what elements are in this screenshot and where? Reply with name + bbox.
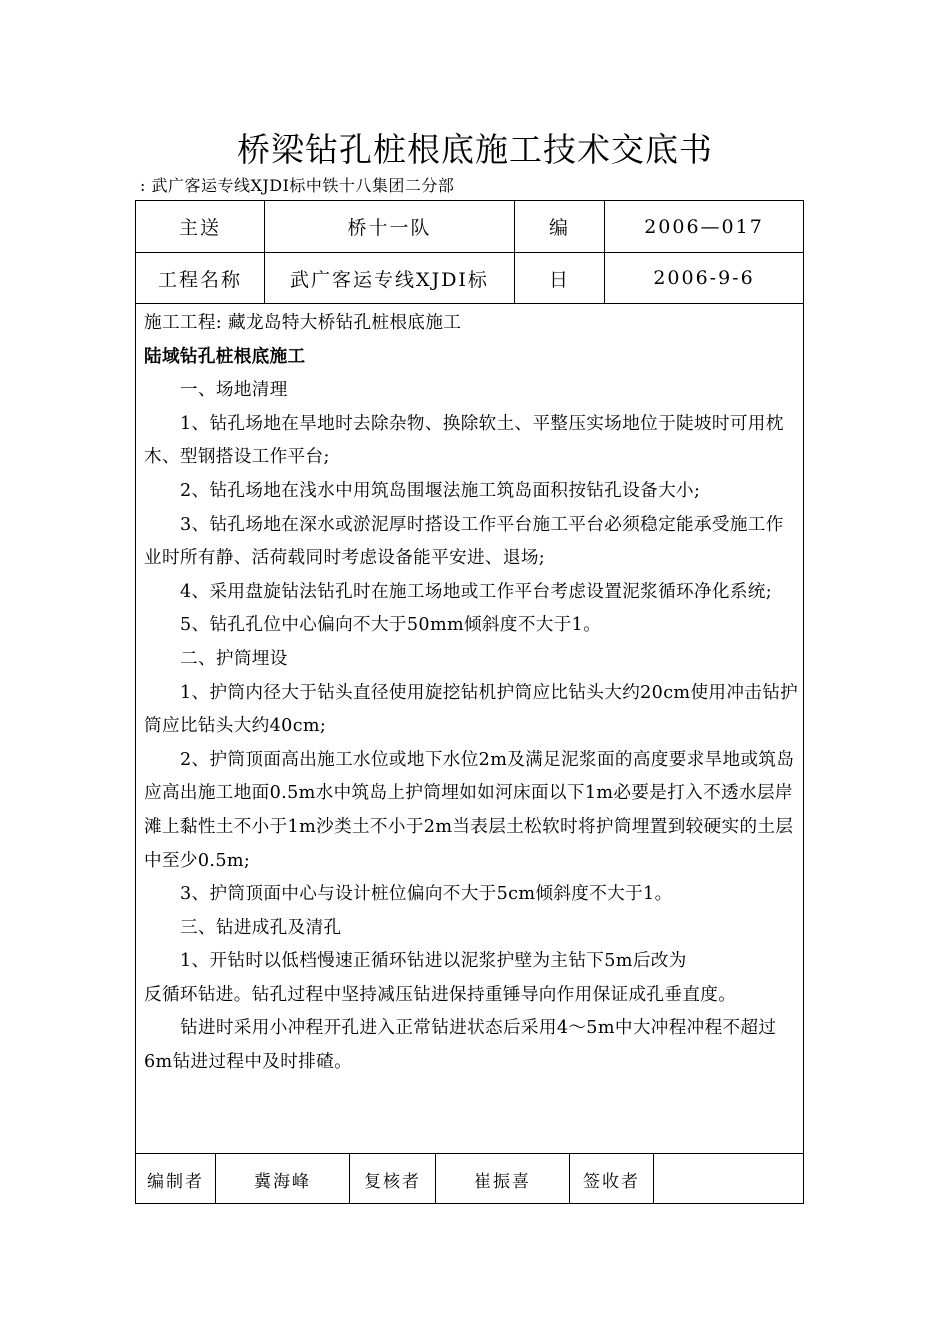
- compiler-name: 冀海峰: [216, 1154, 350, 1204]
- paragraph: 5、钻孔孔位中心偏向不大于50mm倾斜度不大于1。: [180, 615, 602, 636]
- project-line: 施工工程: 藏龙岛特大桥钻孔桩根底施工: [144, 313, 462, 333]
- paragraph: 反循环钻进。钻孔过程中坚持减压钻进保持重锤导向作用保证成孔垂直度。: [144, 984, 737, 1005]
- header-row-2: [136, 253, 803, 304]
- send-to-value: 桥十一队: [265, 201, 515, 252]
- reviewer-name: 崔振喜: [436, 1154, 570, 1204]
- paragraph: 1、开钻时以低档慢速正循环钻进以泥浆护壁为主钻下5m后改为: [180, 951, 687, 972]
- document-title: 桥梁钻孔桩根底施工技术交底书: [237, 130, 713, 169]
- paragraph: 一、场地清理: [180, 380, 288, 401]
- section-heading: 陆域钻孔桩根底施工: [144, 346, 306, 367]
- paragraph: 3、护筒顶面中心与设计桩位偏向不大于5cm倾斜度不大于1。: [180, 884, 673, 905]
- paragraph: 2、护筒顶面高出施工水位或地下水位2m及满足泥浆面的高度要求旱地或筑岛应高出施工地面0.5m水中筑岛上护筒埋如如河床面以下1m必要是打入不透水层岸滩上黏性土不小于1m沙类土不小于2m当表层土松软时将护筒埋置到较硬实的土层中至少0.5m;: [144, 749, 795, 871]
- paragraph: 2、钻孔场地在浅水中用筑岛围堰法施工筑岛面积按钻孔设备大小;: [180, 480, 701, 501]
- number-label: 编: [515, 201, 605, 252]
- number-value: 2006—017: [644, 215, 764, 238]
- paragraph: 三、钻进成孔及清孔: [180, 917, 342, 938]
- header-row-1: [136, 201, 803, 253]
- reviewer-label: 复核者: [350, 1154, 436, 1204]
- paragraph: 1、护筒内径大于钻头直径使用旋挖钻机护筒应比钻头大约20cm使用冲击钻护筒应比钻头大约40cm;: [144, 682, 799, 737]
- briefing-content: [144, 307, 799, 1080]
- paragraph: 钻进时采用小冲程开孔进入正常钻进状态后采用4～5m中大冲程冲程不超过6m钻进过程中及时排碴。: [144, 1018, 777, 1073]
- paragraph: 1、钻孔场地在旱地时去除杂物、换除软土、平整压实场地位于陡坡时可用枕木、型钢搭设工作平台;: [144, 413, 784, 468]
- paragraph: 4、采用盘旋钻法钻孔时在施工场地或工作平台考虑设置泥浆循环净化系统;: [180, 581, 773, 602]
- paragraph: 3、钻孔场地在深水或淤泥厚时搭设工作平台施工平台必须稳定能承受施工作业时所有静、活荷载同时考虑设备能平安进、退场;: [144, 514, 784, 569]
- unit-line: : 武广客运专线XJDI标中铁十八集团二分部: [140, 176, 455, 195]
- briefing-form: [135, 200, 804, 1204]
- date-value: 2006-9-6: [653, 267, 755, 289]
- project-name-label: 工程名称: [136, 253, 265, 303]
- compiler-label: 编制者: [136, 1154, 216, 1204]
- send-to-label: 主送: [136, 201, 265, 252]
- receiver-label: 签收者: [570, 1154, 654, 1204]
- project-name-value: 武广客运专线XJDI标: [265, 253, 515, 303]
- signature-row: [136, 1153, 803, 1204]
- receiver-name: [654, 1154, 803, 1204]
- paragraph: 二、护筒埋设: [180, 648, 288, 669]
- date-label: 日: [515, 253, 605, 303]
